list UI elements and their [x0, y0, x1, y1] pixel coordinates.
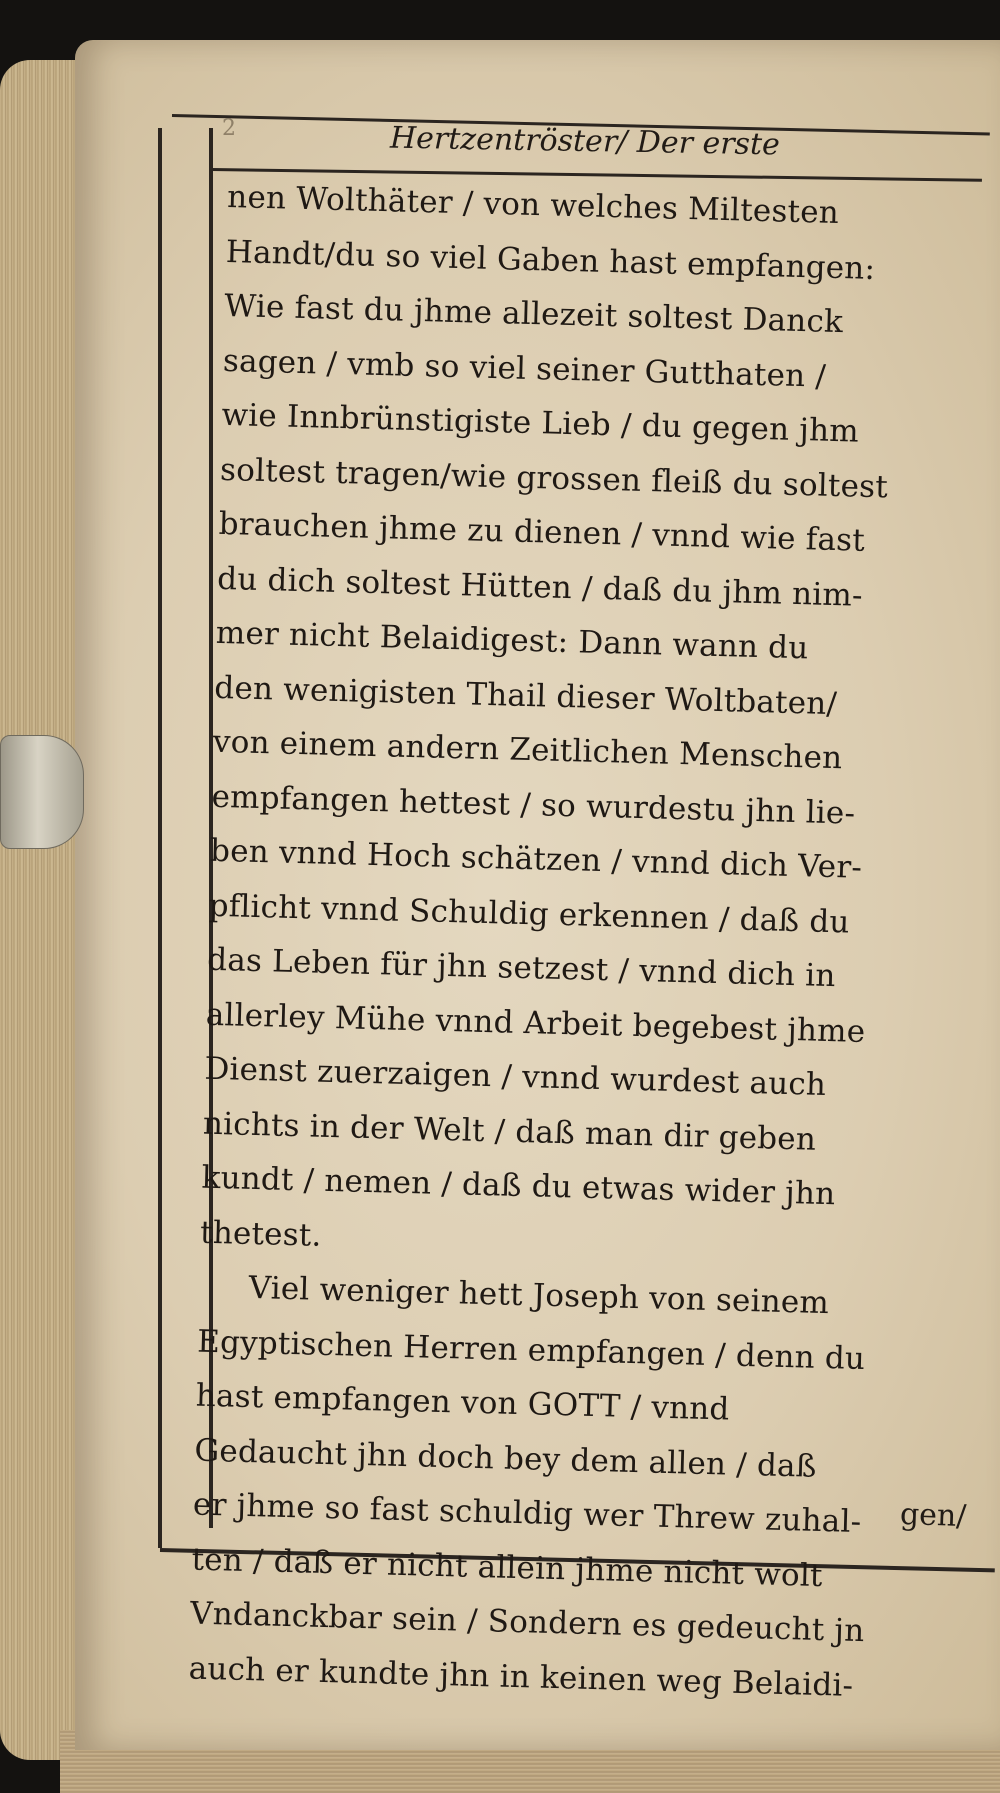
- text-line: Gedaucht jhn doch bey dem allen / daß: [194, 1432, 818, 1485]
- text-line: ten / daß er nicht allein jhme nicht wolt: [191, 1541, 824, 1594]
- text-line: kundt / nemen / daß du etwas wider jhn: [201, 1159, 836, 1213]
- text-line: ben vnnd Hoch schätzen / vnnd dich Ver-: [209, 832, 863, 886]
- text-line: allerley Mühe vnnd Arbeit begebest jhme: [205, 996, 866, 1050]
- paragraph-start-line: Viel weniger hett Joseph von seinem: [248, 1269, 830, 1322]
- text-block: [188, 170, 988, 1704]
- running-header: Hertzentröster/ Der erste: [389, 120, 781, 163]
- text-line: pflicht vnnd Schuldig erkennen / daß du: [208, 887, 851, 941]
- text-line: sagen / vmb so viel seiner Gutthaten /: [222, 342, 827, 395]
- text-line: auch er kundte jhn in keinen weg Belaidi-: [188, 1649, 854, 1704]
- text-line: mer nicht Belaidigest: Dann wann du: [215, 614, 809, 667]
- text-line: Handt/du so viel Gaben hast empfangen:: [225, 233, 876, 287]
- text-line: von einem andern Zeitlichen Menschen: [212, 723, 843, 777]
- text-line: Wie fast du jhme allezeit soltest Danck: [223, 287, 844, 341]
- catchword: gen/: [899, 1496, 967, 1535]
- page-number: 2: [222, 116, 236, 141]
- text-line: Egyptischen Herren empfangen / denn du: [196, 1323, 866, 1377]
- text-line: empfangen hettest / so wurdestu jhn lie-: [211, 778, 856, 832]
- text-line: nichts in der Welt / daß man dir geben: [202, 1105, 817, 1158]
- text-line: du dich soltest Hütten / daß du jhm nim-: [216, 560, 864, 614]
- text-line: das Leben für jhn setzest / vnnd dich in: [206, 941, 836, 995]
- text-line: nen Wolthäter / von welches Miltesten: [226, 178, 840, 232]
- text-line: soltest tragen/wie grossen fleiß du soltest: [219, 451, 889, 505]
- text-line: thetest.: [199, 1214, 323, 1254]
- text-line: hast empfangen von GOTT / vnnd: [195, 1377, 730, 1428]
- text-line: brauchen jhme zu dienen / vnnd wie fast: [218, 505, 866, 559]
- text-line: Vndanckbar sein / Sondern es gedeucht jn: [189, 1595, 865, 1650]
- text-line: den wenigisten Thail dieser Woltbaten/: [213, 669, 838, 722]
- frame-rule-left-outer: [158, 128, 162, 1548]
- text-line: wie Innbrünstigiste Lieb / du gegen jhm: [221, 396, 860, 450]
- book-clasp: [0, 735, 84, 849]
- text-line: er jhme so fast schuldig wer Threw zuhal-: [192, 1486, 862, 1541]
- text-line: Dienst zuerzaigen / vnnd wurdest auch: [203, 1050, 827, 1103]
